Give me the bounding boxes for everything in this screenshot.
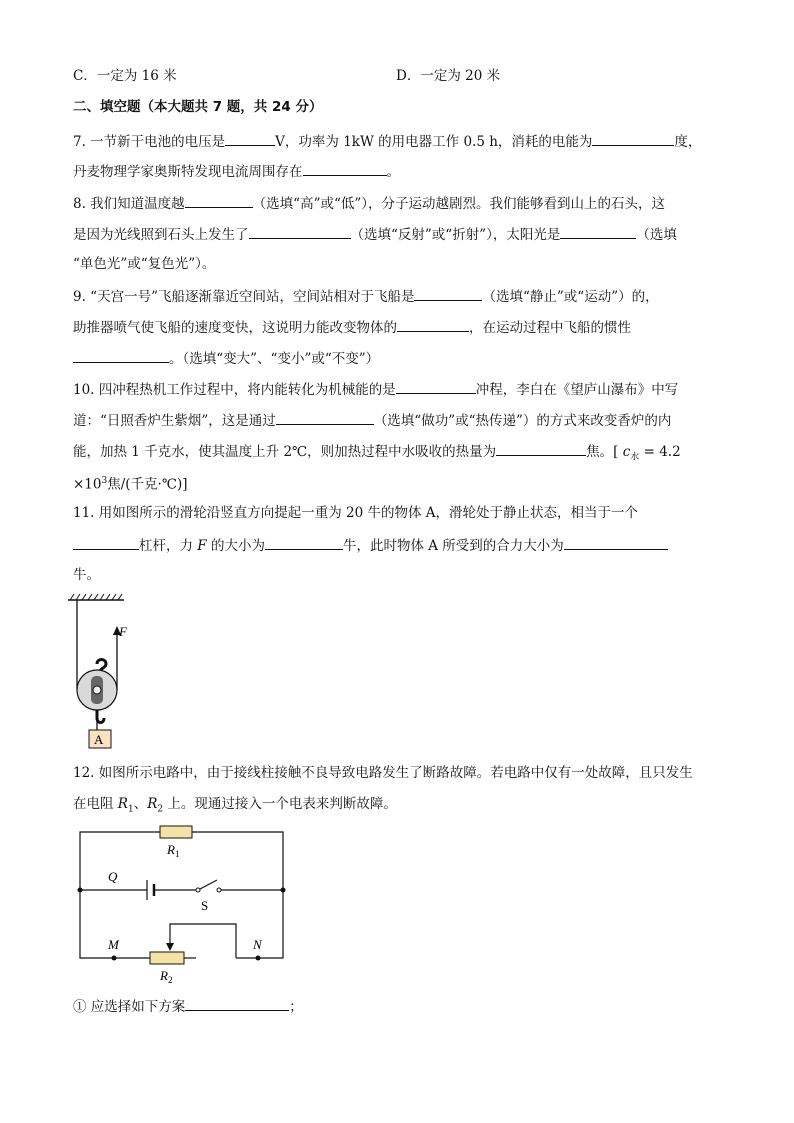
q10-line-1 xyxy=(73,379,678,399)
q9-text: ，在运动过程中飞船的惯性 xyxy=(469,320,631,336)
q11-line-3 xyxy=(73,566,100,584)
r1-subscript: 1 xyxy=(127,804,134,815)
rheostat-r2 xyxy=(150,952,184,964)
q11-blank-3[interactable] xyxy=(564,535,668,550)
q11-text: 的大小为 xyxy=(210,538,265,554)
q7-line-1 xyxy=(73,131,701,151)
q9-text: 助推器喷气使飞船的速度变快，这说明力能改变物体的 xyxy=(73,320,397,336)
q8-text: （选填 xyxy=(636,227,677,243)
q9-line-2 xyxy=(73,317,631,337)
q8-blank-3[interactable] xyxy=(560,224,636,239)
switch-s xyxy=(200,880,217,889)
terminal-n xyxy=(256,956,261,961)
q10-line-2 xyxy=(73,410,671,430)
block-label: A xyxy=(94,732,104,747)
q11-blank-1[interactable] xyxy=(73,535,139,550)
c-subscript: 水 xyxy=(630,452,640,463)
q10-blank-2[interactable] xyxy=(276,410,374,425)
r2-symbol: R xyxy=(147,796,158,812)
n-label: N xyxy=(253,937,262,952)
q12-line-1 xyxy=(73,764,693,782)
q10-text: 道：“日照香炉生紫烟”，这是通过 xyxy=(73,413,276,429)
pulley-figure xyxy=(62,590,162,754)
q11-text: 杠杆，力 xyxy=(139,538,193,554)
force-label: F xyxy=(119,624,127,639)
q12-text: ① 应选择如下方案 xyxy=(73,999,186,1015)
ceiling-hatch xyxy=(68,594,124,600)
q12-line-2 xyxy=(73,795,397,819)
q6-option-c: C．一定为 16 米 xyxy=(73,68,177,84)
q8-line-2 xyxy=(73,224,677,244)
q11-line-1 xyxy=(73,504,638,522)
terminal-m xyxy=(112,956,117,961)
q10-text: 能，加热 1 千克水，使其温度上升 2℃，则加热过程中水吸收的热量为 xyxy=(73,444,497,460)
q10-text: 焦/(千克·℃)] xyxy=(107,476,188,493)
switch-terminal xyxy=(217,888,221,892)
q10-line-3 xyxy=(73,441,681,467)
wire xyxy=(192,832,283,890)
q9-text: 。（选填“变大”、“变小”或“不变”） xyxy=(169,351,380,367)
separator: 、 xyxy=(133,796,148,812)
q8-blank-1[interactable] xyxy=(185,193,253,208)
q10-text: 冲程，李白在《望庐山瀑布》中写 xyxy=(475,382,679,398)
q11-text: 牛。 xyxy=(73,567,100,583)
q8-text: 8. 我们知道温度越 xyxy=(73,196,185,212)
q7-text: 度， xyxy=(674,134,702,150)
q8-line-3 xyxy=(73,255,215,273)
r1-label: $R_1$ xyxy=(167,842,180,859)
q9-blank-3[interactable] xyxy=(73,348,169,363)
q8-text: （选填“高”或“低”），分子运动越剧烈。我们能够看到山上的石头，这 xyxy=(252,196,666,212)
r2-subscript: 2 xyxy=(157,804,164,815)
q7-text: V，功率为 1kW 的用电器工作 0.5 h，消耗的电能为 xyxy=(275,134,593,150)
r2-label: $R_2$ xyxy=(160,968,173,985)
q11-text: 牛，此时物体 A 所受到的合力大小为 xyxy=(342,538,564,554)
lower-hook-icon xyxy=(97,710,104,723)
q10-line-4 xyxy=(73,472,187,494)
q9-blank-2[interactable] xyxy=(397,317,469,332)
q7-text: 7. 一节新干电池的电压是 xyxy=(73,134,226,150)
m-label: M xyxy=(108,937,119,952)
q7-line-2 xyxy=(73,161,400,181)
q7-text: 丹麦物理学家奥斯特发现电流周围存在 xyxy=(73,164,303,180)
section-title: 二、填空题（本大题共 7 题，共 24 分） xyxy=(73,99,323,115)
q6-option-d: D．一定为 20 米 xyxy=(396,68,501,84)
q8-text: “单色光”或“复色光”）。 xyxy=(73,256,216,272)
wire xyxy=(80,832,160,890)
slider-arrow-icon xyxy=(166,943,174,951)
q8-line-1 xyxy=(73,193,665,213)
q7-blank-1[interactable] xyxy=(225,131,275,146)
q-label: Q xyxy=(108,869,118,884)
q7-blank-2[interactable] xyxy=(592,131,674,146)
q10-blank-3[interactable] xyxy=(496,441,586,456)
q8-text: 是因为光线照到石头上发生了 xyxy=(73,227,249,243)
s-label: S xyxy=(201,898,209,913)
q12-text: 在电阻 xyxy=(73,796,114,812)
q10-text: = 4.2 xyxy=(643,444,681,460)
q8-text: （选填“反射”或“折射”），太阳光是 xyxy=(350,227,561,243)
q10-text: 焦。[ xyxy=(586,444,619,460)
pulley-axle xyxy=(93,686,101,694)
circuit-figure xyxy=(70,820,300,990)
q9-text: 9. “天宫一号”飞船逐渐靠近空间站，空间站相对于飞船是 xyxy=(73,289,415,305)
exponent: 3 xyxy=(101,476,108,486)
q9-blank-1[interactable] xyxy=(414,286,482,301)
q8-blank-2[interactable] xyxy=(249,224,351,239)
q11-blank-2[interactable] xyxy=(265,535,343,550)
q7-text: 。 xyxy=(386,164,400,180)
q10-blank-1[interactable] xyxy=(396,379,476,394)
q12-sub1 xyxy=(73,996,303,1016)
q9-line-1 xyxy=(73,286,659,306)
force-symbol: F xyxy=(197,538,207,554)
q10-text: ×10 xyxy=(73,476,102,493)
q12-text: ； xyxy=(289,999,303,1015)
q7-blank-3[interactable] xyxy=(303,161,387,176)
q12-blank-1[interactable] xyxy=(185,996,289,1011)
switch-terminal xyxy=(196,888,200,892)
q10-text: （选填“做功”或“热传递”）的方式来改变香炉的内 xyxy=(373,413,672,429)
q9-text: （选填“静止”或“运动”）的， xyxy=(482,289,659,305)
r1-symbol: R xyxy=(117,796,128,812)
q12-text: 上。现通过接入一个电表来判断故障。 xyxy=(167,796,397,812)
q11-text: 11. 用如图所示的滑轮沿竖直方向提起一重为 20 牛的物体 A，滑轮处于静止状态，相当于一个 xyxy=(73,505,639,521)
q12-text: 12. 如图所示电路中，由于接线柱接触不良导致电路发生了断路故障。若电路中仅有一处故障，且只发生 xyxy=(73,765,693,781)
q10-text: 10. 四冲程热机工作过程中，将内能转化为机械能的是 xyxy=(73,382,396,398)
q11-line-2 xyxy=(73,535,668,555)
resistor-r1 xyxy=(160,826,192,838)
q9-line-3 xyxy=(73,348,379,368)
c-symbol: c xyxy=(622,444,631,460)
